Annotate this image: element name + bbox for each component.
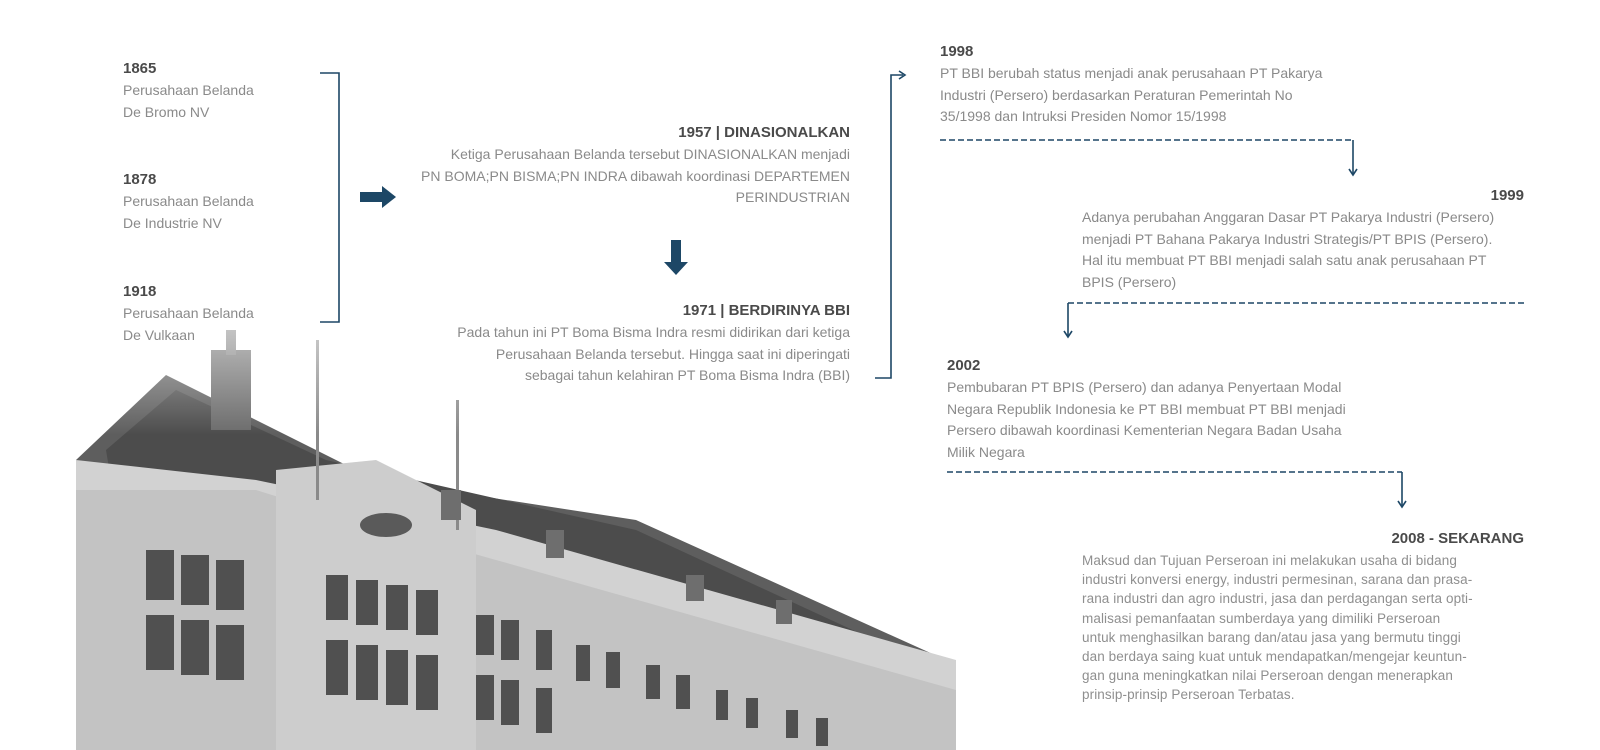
description-line: untuk menghasilkan barang dan/atau jasa yang bermutu tinggi [1082,629,1461,645]
event-description [1082,207,1527,293]
description-line: Pada tahun ini PT Boma Bisma Indra resmi didirikan dari ketiga [457,324,850,340]
company-type: Perusahaan Belanda [123,305,254,321]
description-line: Industri (Persero) berdasarkan Peraturan Pemerintah No [940,86,1293,103]
description-line: malisasi pemanfaatan sumberdaya yang dimiliki Perseroan [1082,610,1441,626]
event-description [400,322,850,387]
year-label: 1865 [123,60,157,77]
event-description [380,144,850,209]
event-title: 1971 | BERDIRINYA BBI [682,302,850,319]
description-line: Persero dibawah koordinasi Kementerian Negara Badan Usaha [947,422,1342,438]
dashed-connector-icon [940,140,1357,175]
description-line: PT BBI berubah status menjadi anak perusahaan PT Pakarya [940,65,1323,81]
year-label: 2008 - SEKARANG [1391,530,1524,547]
company-type: Perusahaan Belanda [123,82,254,98]
dashed-connector-icon [947,472,1406,507]
event-description [1082,551,1532,705]
description-line: sebagai tahun kelahiran PT Boma Bisma Indra (BBI) [524,367,850,383]
event-description [947,377,1392,463]
arrow-down-icon [664,240,688,275]
event-description [940,63,1355,128]
description-line: gan guna meningkatkan nilai Perseroan dengan menerapkan [1082,668,1454,684]
company-type: Perusahaan Belanda [123,193,254,209]
description-line: Ketiga Perusahaan Belanda tersebut DINASIONALKAN menjadi [450,146,850,162]
description-line: Milik Negara [947,443,1025,460]
description-line: BPIS (Persero) [1082,273,1177,290]
description-line: Maksud dan Tujuan Perseroan ini melakukan usaha di bidang [1082,553,1457,568]
description-line: prinsip-prinsip Perseroan Terbatas. [1082,687,1295,703]
company-name: De Industrie NV [123,215,222,231]
building-photo [76,330,956,750]
description-line: Negara Republik Indonesia ke PT BBI membuat PT BBI menjadi [947,400,1346,417]
description-line: industri konversi energy, industri permesinan, sarana dan prasa- [1082,572,1473,588]
year-label: 1918 [123,283,157,300]
description-line: PERINDUSTRIAN [735,189,850,205]
year-label: 1999 [1490,187,1524,204]
company-name: De Vulkaan [123,327,195,343]
dashed-connector-icon [1064,303,1524,337]
description-line: PN BOMA;PN BISMA;PN INDRA dibawah koordinasi DEPARTEMEN [421,167,850,184]
description-line: Hal itu membuat PT BBI menjadi salah satu anak perusahaan PT [1082,252,1487,268]
year-label: 1878 [123,171,157,188]
company-name: De Bromo NV [123,104,210,120]
description-line: Adanya perubahan Anggaran Dasar PT Pakarya Industri (Persero) [1082,209,1495,225]
year-label: 1998 [940,43,974,60]
description-line: Pembubaran PT BPIS (Persero) dan adanya Penyertaan Modal [947,379,1342,395]
event-title: 1957 | DINASIONALKAN [678,124,850,141]
description-line: dan berdaya saing kuat untuk mendapatkan/mengejar keuntun- [1082,649,1467,665]
bracket-connector-icon [320,73,339,322]
year-label: 2002 [947,357,981,374]
description-line: Perusahaan Belanda tersebut. Hingga saat ini diperingati [495,345,850,362]
description-line: menjadi PT Bahana Pakarya Industri Strategis/PT BPIS (Persero). [1082,230,1493,247]
description-line: rana industri dan agro industri, jasa dan perdagangan serta opti- [1082,591,1473,607]
description-line: 35/1998 dan Intruksi Presiden Nomor 15/1998 [940,108,1227,124]
